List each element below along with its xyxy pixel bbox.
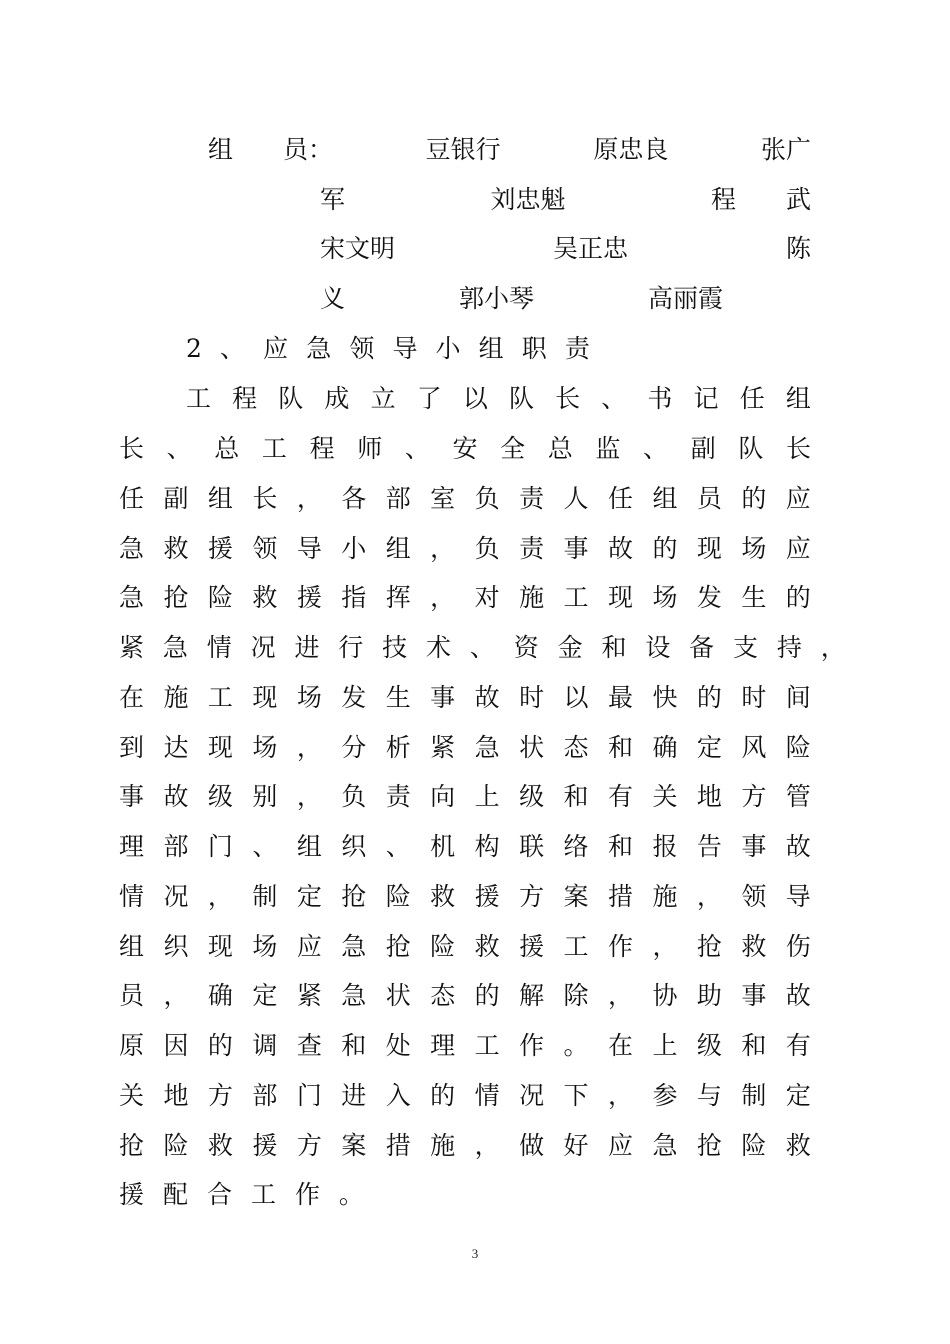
body-line: 理 部 门 、 组 织 、 机 构 联 络 和 报 告 事 故 bbox=[119, 832, 811, 861]
body-line: 原 因 的 调 查 和 处 理 工 作 。 在 上 级 和 有 bbox=[119, 1031, 811, 1060]
members-label: 组 员： bbox=[208, 135, 334, 164]
member-name: 郭小琴 bbox=[458, 284, 534, 313]
members-line-4 bbox=[320, 274, 723, 324]
body-line: 抢 险 救 援 方 案 措 施 ， 做 好 应 急 抢 险 救 bbox=[119, 1131, 811, 1160]
body-line: 紧 急 情 况 进 行 技 术 、 资 金 和 设 备 支 持 ， bbox=[119, 633, 846, 662]
member-name: 宋文明 bbox=[320, 234, 396, 263]
body-line: 急 救 援 领 导 小 组 ， 负 责 事 故 的 现 场 应 bbox=[119, 534, 811, 563]
body-line: 任 副 组 长 ， 各 部 室 负 责 人 任 组 员 的 应 bbox=[119, 484, 811, 513]
body-line: 急 抢 险 救 援 指 挥 ， 对 施 工 现 场 发 生 的 bbox=[119, 583, 811, 612]
member-name: 义 bbox=[320, 284, 346, 313]
body-line: 员 ， 确 定 紧 急 状 态 的 解 除 ， 协 助 事 故 bbox=[119, 981, 811, 1010]
member-name: 陈 bbox=[785, 234, 811, 263]
body-line: 组 织 现 场 应 急 抢 险 救 援 工 作 ， 抢 救 伤 bbox=[119, 932, 811, 961]
section-heading: 2 、 应 急 领 导 小 组 职 责 bbox=[186, 334, 590, 363]
page-number: 3 bbox=[471, 1246, 479, 1261]
member-name: 豆银行 bbox=[425, 135, 501, 164]
member-name: 高丽霞 bbox=[647, 284, 723, 313]
body-line: 长 、 总 工 程 师 、 安 全 总 监 、 副 队 长 bbox=[119, 434, 811, 463]
body-line: 关 地 方 部 门 进 入 的 情 况 下 ， 参 与 制 定 bbox=[119, 1081, 811, 1110]
member-name: 程 武 bbox=[710, 185, 811, 214]
body-line: 工 程 队 成 立 了 以 队 长 、 书 记 任 组 bbox=[186, 384, 811, 413]
body-line: 事 故 级 别 ， 负 责 向 上 级 和 有 关 地 方 管 bbox=[119, 782, 811, 811]
body-line-last: 援 配 合 工 作 。 bbox=[119, 1180, 364, 1209]
member-name: 吴正忠 bbox=[552, 234, 628, 263]
members-line-3 bbox=[320, 224, 811, 274]
body-line: 到 达 现 场 ， 分 析 紧 急 状 态 和 确 定 风 险 bbox=[119, 733, 811, 762]
members-line-2 bbox=[320, 175, 811, 225]
member-name: 原忠良 bbox=[593, 135, 669, 164]
body-line: 情 况 ， 制 定 抢 险 救 援 方 案 措 施 ， 领 导 bbox=[119, 882, 811, 911]
members-line-1 bbox=[208, 125, 811, 175]
member-name: 刘忠魁 bbox=[490, 185, 566, 214]
body-line: 在 施 工 现 场 发 生 事 故 时 以 最 快 的 时 间 bbox=[119, 683, 811, 712]
member-name: 张广 bbox=[760, 135, 811, 164]
member-name: 军 bbox=[320, 185, 346, 214]
